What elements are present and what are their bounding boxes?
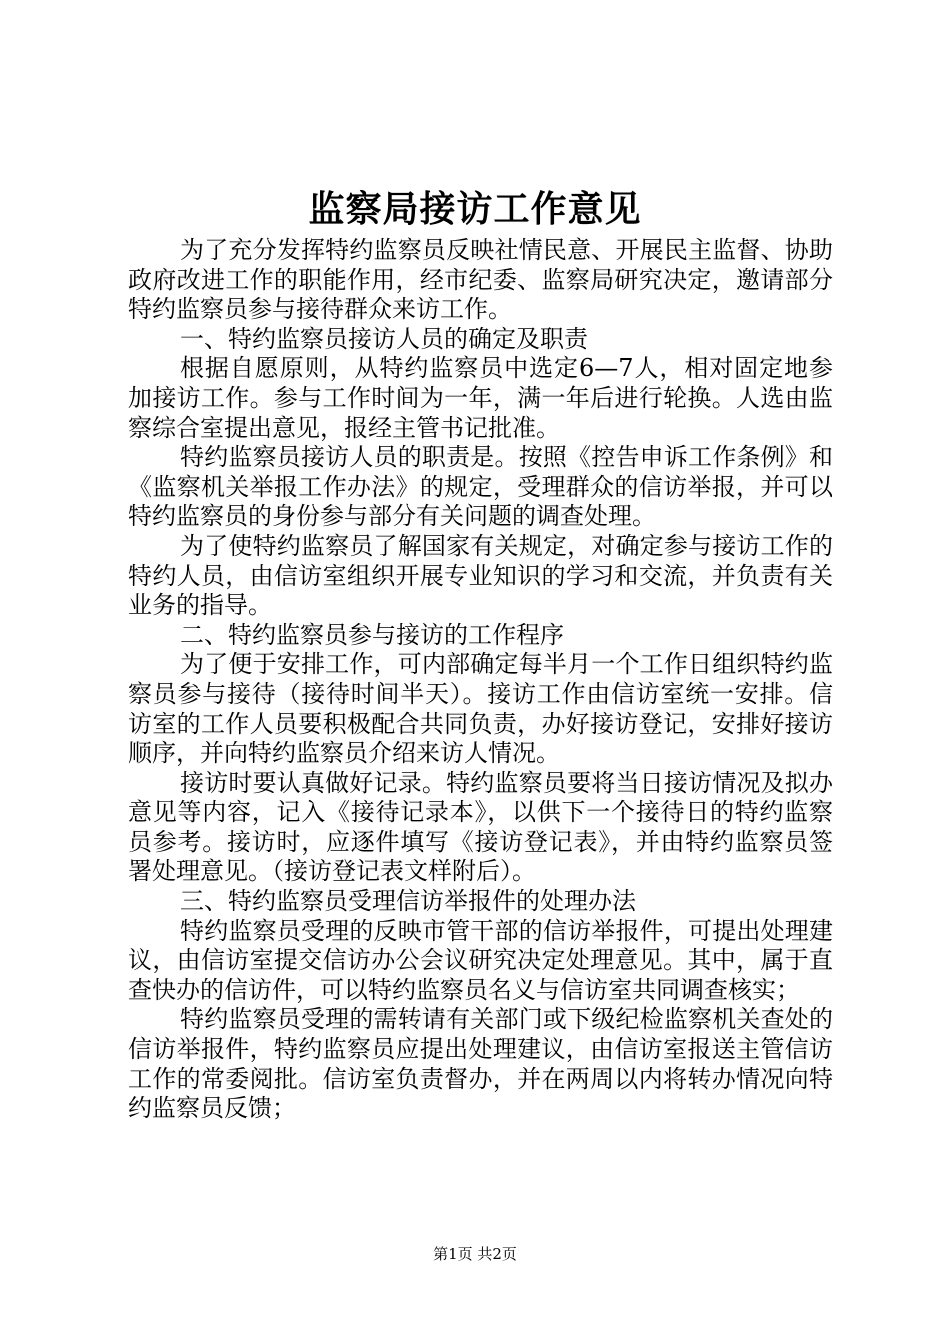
paragraph-records: 接访时要认真做好记录。特约监察员要将当日接访情况及拟办意见等内容，记入《接待记录本》，以供下一个接待日的特约监察员参考。接访时，应逐件填写《接访登记表》，并由特约监察员签署处理意见。（接访登记表文样附后）。 bbox=[128, 768, 833, 886]
paragraph-handling-1: 特约监察员受理的反映市管干部的信访举报件，可提出处理建议，由信访室提交信访办公会议研究决定处理意见。其中，属于直查快办的信访件，可以特约监察员名义与信访室共同调查核实； bbox=[128, 916, 833, 1004]
paragraph-selection: 根据自愿原则，从特约监察员中选定6—7人，相对固定地参加接访工作。参与工作时间为一年，满一年后进行轮换。人选由监察综合室提出意见，报经主管书记批准。 bbox=[128, 354, 833, 442]
document-title: 监察局接访工作意见 bbox=[308, 188, 642, 230]
paragraph-schedule: 为了便于安排工作，可内部确定每半月一个工作日组织特约监察员参与接待（接待时间半天）。接访工作由信访室统一安排。信访室的工作人员要积极配合共同负责，办好接访登记，安排好接访顺序，并向特约监察员介绍来访人情况。 bbox=[128, 650, 833, 768]
section-heading-1: 一、特约监察员接访人员的确定及职责 bbox=[180, 324, 588, 353]
section-heading-2: 二、特约监察员参与接访的工作程序 bbox=[180, 620, 564, 649]
page-number-footer: 第1页 共2页 bbox=[433, 1245, 517, 1263]
section-heading-3: 三、特约监察员受理信访举报件的处理办法 bbox=[180, 887, 636, 916]
paragraph-duties: 特约监察员接访人员的职责是。按照《控告申诉工作条例》和《监察机关举报工作办法》的规定，受理群众的信访举报，并可以特约监察员的身份参与部分有关问题的调查处理。 bbox=[128, 443, 833, 531]
paragraph-training: 为了使特约监察员了解国家有关规定，对确定参与接访工作的特约人员，由信访室组织开展专业知识的学习和交流，并负责有关业务的指导。 bbox=[128, 531, 833, 620]
intro-paragraph: 为了充分发挥特约监察员反映社情民意、开展民主监督、协助政府改进工作的职能作用，经市纪委、监察局研究决定，邀请部分特约监察员参与接待群众来访工作。 bbox=[128, 236, 833, 324]
paragraph-handling-2: 特约监察员受理的需转请有关部门或下级纪检监察机关查处的信访举报件，特约监察员应提出处理建议，由信访室报送主管信访工作的常委阅批。信访室负责督办，并在两周以内将转办情况向特约监察员反馈； bbox=[128, 1005, 833, 1123]
document-body bbox=[128, 236, 833, 1124]
